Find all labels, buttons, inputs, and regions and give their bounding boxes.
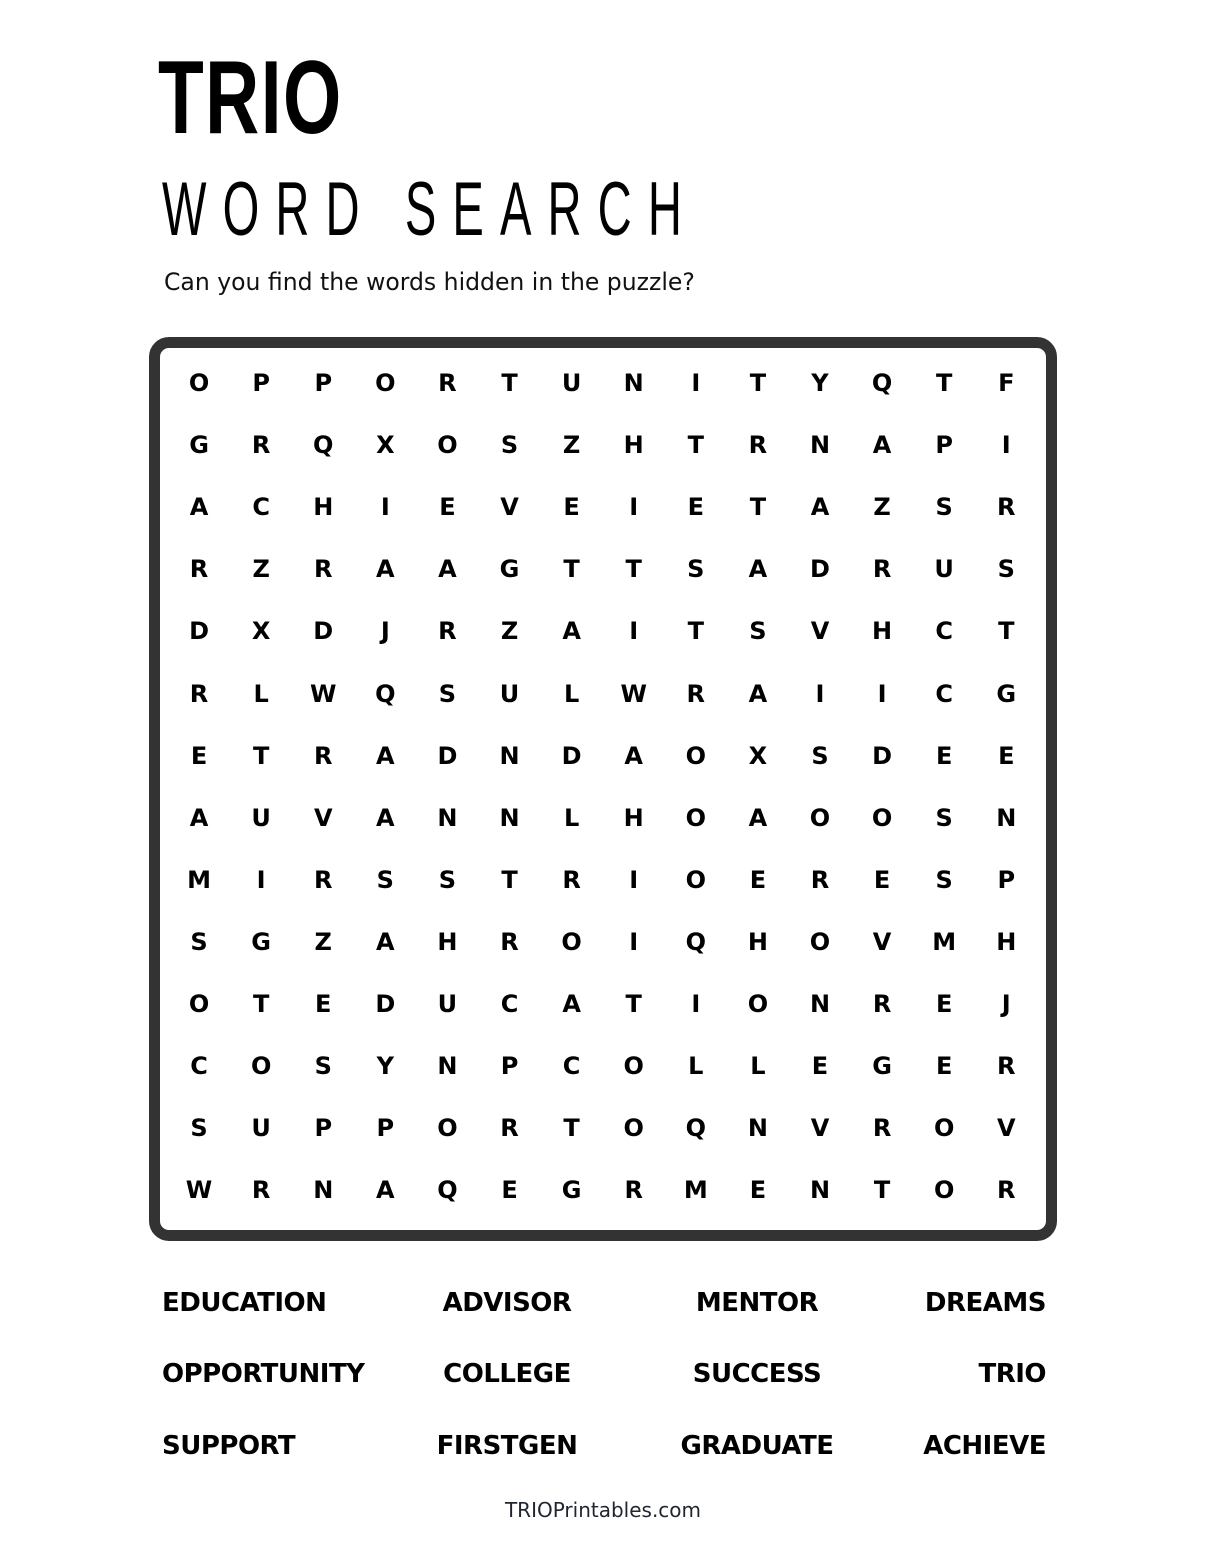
grid-cell[interactable]: O xyxy=(747,989,769,1018)
grid-cell[interactable]: N xyxy=(809,431,831,460)
grid-cell[interactable]: A xyxy=(438,555,457,584)
grid-cell[interactable]: Z xyxy=(873,493,891,522)
grid-cell[interactable]: P xyxy=(997,865,1016,894)
grid-cell[interactable]: I xyxy=(1001,431,1011,460)
grid-cell[interactable]: R xyxy=(872,989,892,1018)
grid-cell[interactable]: V xyxy=(810,1114,830,1143)
grid-cell[interactable]: V xyxy=(872,927,892,956)
grid-cell[interactable]: X xyxy=(376,431,395,460)
grid-cell[interactable]: T xyxy=(998,617,1015,646)
grid-cell[interactable]: T xyxy=(935,369,953,398)
grid-cell[interactable]: U xyxy=(251,1114,271,1143)
grid-cell[interactable]: W xyxy=(620,679,647,708)
grid-cell[interactable]: I xyxy=(629,493,639,522)
grid-cell[interactable]: N xyxy=(499,741,520,770)
grid-cell[interactable]: O xyxy=(437,1114,458,1143)
grid-cell[interactable]: S xyxy=(190,1114,208,1143)
grid-cell[interactable]: E xyxy=(190,741,208,770)
grid-cell[interactable]: G xyxy=(996,679,1017,708)
grid-cell[interactable]: W xyxy=(185,1176,213,1205)
grid-cell[interactable]: T xyxy=(749,369,767,398)
grid-cell[interactable]: E xyxy=(873,865,891,894)
grid-cell[interactable]: P xyxy=(935,431,953,460)
grid-cell[interactable]: M xyxy=(187,865,211,894)
word-list-item: MENTOR xyxy=(695,1288,819,1318)
grid-cell[interactable]: T xyxy=(563,555,580,584)
grid-cell[interactable]: O xyxy=(250,1052,272,1081)
grid-cell[interactable]: R xyxy=(500,1114,519,1143)
grid-cell[interactable]: C xyxy=(190,1052,208,1081)
word-list-item: FIRSTGEN xyxy=(436,1431,578,1461)
grid-cell[interactable]: E xyxy=(749,1176,767,1205)
grid-cell[interactable]: N xyxy=(437,1052,458,1081)
grid-cell[interactable]: I xyxy=(256,865,266,894)
grid-cell[interactable]: O xyxy=(685,741,706,770)
grid-cell[interactable]: T xyxy=(501,865,518,894)
grid-cell[interactable]: G xyxy=(561,1176,582,1205)
grid-cell[interactable]: E xyxy=(998,741,1015,770)
grid-cell[interactable]: Z xyxy=(252,555,270,584)
grid-cell[interactable]: E xyxy=(935,741,953,770)
grid-cell[interactable]: E xyxy=(935,1052,953,1081)
grid-cell[interactable]: D xyxy=(189,617,209,646)
grid-cell[interactable]: R xyxy=(748,431,768,460)
grid-cell[interactable]: E xyxy=(439,493,456,522)
grid-cell[interactable]: D xyxy=(561,741,582,770)
grid-cell[interactable]: O xyxy=(685,803,706,832)
grid-cell[interactable]: D xyxy=(375,989,396,1018)
grid-cell[interactable]: A xyxy=(562,617,581,646)
grid-cell[interactable]: I xyxy=(815,679,825,708)
grid-cell[interactable]: H xyxy=(437,927,458,956)
grid-cell[interactable]: A xyxy=(748,679,768,708)
grid-cell[interactable]: A xyxy=(562,989,581,1018)
grid-cell[interactable]: P xyxy=(252,369,270,398)
grid-cell[interactable]: L xyxy=(253,679,269,708)
grid-cell[interactable]: R xyxy=(189,679,209,708)
grid-cell[interactable]: S xyxy=(438,865,457,894)
grid-cell[interactable]: H xyxy=(623,431,644,460)
grid-cell[interactable]: O xyxy=(933,1114,955,1143)
grid-cell[interactable]: S xyxy=(376,865,394,894)
grid-cell[interactable]: A xyxy=(376,927,395,956)
grid-cell[interactable]: S xyxy=(935,803,953,832)
grid-cell[interactable]: O xyxy=(685,865,706,894)
grid-cell[interactable]: Q xyxy=(871,369,893,398)
grid-cell[interactable]: T xyxy=(873,1176,891,1205)
grid-cell[interactable]: T xyxy=(625,989,642,1018)
grid-cell[interactable]: R xyxy=(500,927,519,956)
grid-cell[interactable]: A xyxy=(376,1176,395,1205)
word-list-item: EDUCATION xyxy=(162,1288,327,1318)
grid-cell[interactable]: E xyxy=(935,989,953,1018)
grid-cell[interactable]: A xyxy=(748,555,768,584)
grid-cell[interactable]: R xyxy=(872,555,892,584)
grid-cell[interactable]: O xyxy=(188,369,210,398)
grid-cell[interactable]: R xyxy=(189,555,209,584)
grid-cell[interactable]: G xyxy=(189,431,209,460)
grid-cell[interactable]: A xyxy=(189,493,209,522)
grid-cell[interactable]: S xyxy=(935,493,953,522)
grid-cell[interactable]: J xyxy=(1001,989,1011,1018)
grid-cell[interactable]: E xyxy=(563,493,580,522)
grid-cell[interactable]: R xyxy=(251,431,271,460)
grid-cell[interactable]: D xyxy=(810,555,830,584)
grid-cell[interactable]: V xyxy=(810,617,830,646)
grid-cell[interactable]: N xyxy=(809,1176,831,1205)
grid-cell[interactable]: P xyxy=(314,1114,333,1143)
grid-cell[interactable]: V xyxy=(313,803,333,832)
grid-cell[interactable]: I xyxy=(691,989,701,1018)
grid-cell[interactable]: T xyxy=(687,617,704,646)
grid-cell[interactable]: S xyxy=(438,679,457,708)
grid-cell[interactable]: L xyxy=(563,803,580,832)
grid-cell[interactable]: S xyxy=(749,617,767,646)
grid-cell[interactable]: Q xyxy=(375,679,396,708)
grid-cell[interactable]: G xyxy=(251,927,271,956)
grid-cell[interactable]: R xyxy=(810,865,830,894)
grid-cell[interactable]: E xyxy=(501,1176,518,1205)
grid-cell[interactable]: T xyxy=(625,555,642,584)
grid-cell[interactable]: J xyxy=(380,617,390,646)
grid-cell[interactable]: P xyxy=(500,1052,519,1081)
grid-cell[interactable]: W xyxy=(309,679,337,708)
grid-cell[interactable]: T xyxy=(252,741,270,770)
grid-cell[interactable]: I xyxy=(629,927,639,956)
word-list-item: TRIO xyxy=(978,1359,1046,1389)
grid-cell[interactable]: X xyxy=(748,741,768,770)
grid-cell[interactable]: L xyxy=(688,1052,704,1081)
word-list-item: DREAMS xyxy=(924,1288,1046,1318)
grid-cell[interactable]: A xyxy=(872,431,892,460)
grid-cell[interactable]: O xyxy=(809,927,831,956)
grid-cell[interactable]: S xyxy=(687,555,705,584)
grid-cell[interactable]: G xyxy=(499,555,520,584)
grid-cell[interactable]: A xyxy=(810,493,830,522)
grid-cell[interactable]: A xyxy=(376,555,395,584)
letter-grid xyxy=(168,352,1038,1221)
grid-cell[interactable]: Z xyxy=(500,617,519,646)
grid-cell[interactable]: N xyxy=(313,1176,334,1205)
grid-cell[interactable]: H xyxy=(747,927,768,956)
grid-cell[interactable]: R xyxy=(997,1176,1016,1205)
grid-cell[interactable]: S xyxy=(500,431,519,460)
grid-cell[interactable]: C xyxy=(935,617,953,646)
grid-cell[interactable]: I xyxy=(380,493,390,522)
grid-cell[interactable]: A xyxy=(376,741,395,770)
grid-cell[interactable]: T xyxy=(687,431,704,460)
grid-cell[interactable]: S xyxy=(935,865,953,894)
grid-cell[interactable]: E xyxy=(315,989,332,1018)
grid-cell[interactable]: H xyxy=(623,803,644,832)
grid-cell[interactable]: R xyxy=(313,741,333,770)
grid-cell[interactable]: S xyxy=(190,927,208,956)
grid-cell[interactable]: U xyxy=(499,679,520,708)
grid-cell[interactable]: S xyxy=(997,555,1015,584)
grid-cell[interactable]: Q xyxy=(437,1176,458,1205)
grid-cell[interactable]: I xyxy=(629,865,639,894)
page-subtitle: WORD SEARCH xyxy=(162,167,698,252)
grid-cell[interactable]: U xyxy=(561,369,582,398)
word-list-item: OPPORTUNITY xyxy=(162,1359,365,1389)
word-list-item: SUCCESS xyxy=(692,1359,822,1389)
grid-cell[interactable]: D xyxy=(437,741,458,770)
grid-cell[interactable]: V xyxy=(500,493,519,522)
grid-cell[interactable]: D xyxy=(313,617,334,646)
grid-cell[interactable]: I xyxy=(691,369,701,398)
grid-cell[interactable]: F xyxy=(998,369,1015,398)
grid-cell[interactable]: V xyxy=(996,1114,1016,1143)
grid-cell[interactable]: Z xyxy=(562,431,581,460)
grid-cell[interactable]: L xyxy=(750,1052,766,1081)
grid-cell[interactable]: R xyxy=(251,1176,271,1205)
grid-cell[interactable]: T xyxy=(501,369,518,398)
grid-cell[interactable]: C xyxy=(562,1052,581,1081)
grid-cell[interactable]: P xyxy=(376,1114,395,1143)
grid-cell[interactable]: T xyxy=(749,493,767,522)
grid-cell[interactable]: O xyxy=(623,1052,644,1081)
word-list-item: ADVISOR xyxy=(442,1288,572,1318)
grid-cell[interactable]: O xyxy=(375,369,396,398)
grid-cell[interactable]: A xyxy=(189,803,209,832)
grid-cell[interactable]: N xyxy=(809,989,831,1018)
grid-cell[interactable]: X xyxy=(251,617,271,646)
grid-cell[interactable]: R xyxy=(313,865,333,894)
grid-cell[interactable]: T xyxy=(252,989,270,1018)
grid-cell[interactable]: O xyxy=(188,989,210,1018)
grid-cell[interactable]: Y xyxy=(811,369,829,398)
grid-cell[interactable]: R xyxy=(997,1052,1016,1081)
word-list-item: SUPPORT xyxy=(162,1431,296,1461)
grid-cell[interactable]: O xyxy=(623,1114,644,1143)
grid-cell[interactable]: T xyxy=(563,1114,580,1143)
grid-cell[interactable]: L xyxy=(563,679,580,708)
grid-cell[interactable]: Q xyxy=(685,927,706,956)
grid-cell[interactable]: H xyxy=(996,927,1017,956)
grid-cell[interactable]: N xyxy=(437,803,458,832)
grid-cell[interactable]: O xyxy=(437,431,458,460)
grid-cell[interactable]: H xyxy=(872,617,893,646)
grid-cell[interactable]: I xyxy=(877,679,887,708)
grid-cell[interactable]: O xyxy=(561,927,582,956)
grid-cell[interactable]: Q xyxy=(685,1114,706,1143)
grid-cell[interactable]: D xyxy=(872,741,893,770)
grid-cell[interactable]: A xyxy=(748,803,768,832)
grid-cell[interactable]: E xyxy=(811,1052,829,1081)
grid-cell[interactable]: U xyxy=(934,555,954,584)
grid-cell[interactable]: C xyxy=(252,493,270,522)
grid-cell[interactable]: G xyxy=(872,1052,892,1081)
grid-cell[interactable]: S xyxy=(314,1052,332,1081)
grid-cell[interactable]: N xyxy=(747,1114,768,1143)
grid-cell[interactable]: Z xyxy=(314,927,332,956)
grid-cell[interactable]: R xyxy=(624,1176,643,1205)
grid-cell[interactable]: Y xyxy=(376,1052,395,1081)
grid-cell[interactable]: I xyxy=(629,617,639,646)
grid-cell[interactable]: P xyxy=(314,369,333,398)
grid-cell[interactable]: U xyxy=(437,989,458,1018)
grid-cell[interactable]: R xyxy=(997,493,1016,522)
grid-cell[interactable]: A xyxy=(376,803,395,832)
grid-cell[interactable]: S xyxy=(811,741,829,770)
grid-cell[interactable]: N xyxy=(499,803,520,832)
grid-cell[interactable]: A xyxy=(624,741,643,770)
word-list-item: COLLEGE xyxy=(443,1359,571,1389)
grid-cell[interactable]: O xyxy=(871,803,893,832)
footer-site-link[interactable]: TRIOPrintables.com xyxy=(504,1498,702,1522)
instructions-text: Can you find the words hidden in the puzzle? xyxy=(164,268,695,296)
grid-cell[interactable]: N xyxy=(996,803,1017,832)
grid-cell[interactable]: O xyxy=(809,803,831,832)
grid-cell[interactable]: R xyxy=(562,865,581,894)
word-list-item: GRADUATE xyxy=(680,1431,834,1461)
grid-cell[interactable]: R xyxy=(313,555,333,584)
grid-cell[interactable]: O xyxy=(933,1176,955,1205)
grid-cell[interactable]: E xyxy=(687,493,704,522)
grid-cell[interactable]: E xyxy=(749,865,767,894)
grid-cell[interactable]: N xyxy=(623,369,644,398)
grid-cell[interactable]: Q xyxy=(313,431,334,460)
grid-cell[interactable]: R xyxy=(872,1114,892,1143)
page-title: TRIO xyxy=(158,40,343,156)
word-list xyxy=(162,1283,1046,1473)
grid-cell[interactable]: H xyxy=(313,493,334,522)
grid-cell[interactable]: R xyxy=(686,679,706,708)
grid-cell[interactable]: M xyxy=(683,1176,708,1205)
grid-cell[interactable]: R xyxy=(438,369,457,398)
word-list-item: ACHIEVE xyxy=(923,1431,1046,1461)
grid-cell[interactable]: U xyxy=(251,803,271,832)
grid-cell[interactable]: C xyxy=(935,679,953,708)
grid-cell[interactable]: M xyxy=(932,927,957,956)
grid-cell[interactable]: C xyxy=(500,989,519,1018)
grid-cell[interactable]: R xyxy=(438,617,457,646)
